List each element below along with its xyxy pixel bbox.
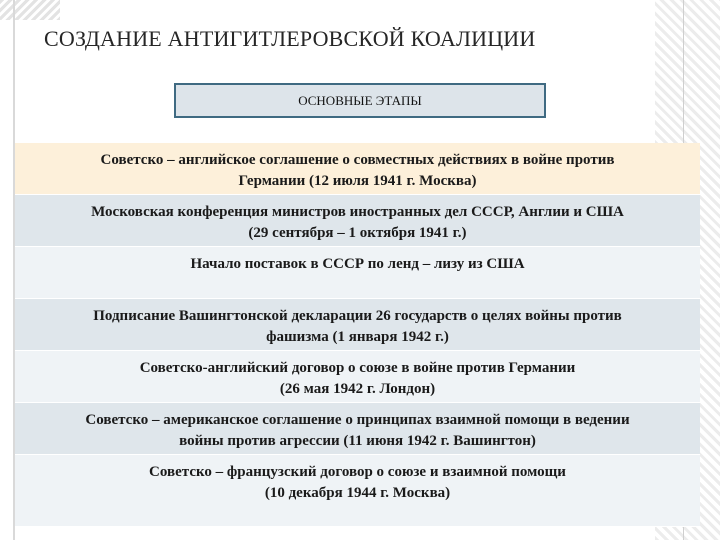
stage-row (15, 403, 700, 455)
stage-text-line1: Московская конференция министров иностранных дел СССР, Англии и США (91, 204, 624, 220)
stage-row (15, 455, 700, 527)
stage-row (15, 143, 700, 195)
stage-text-line1: Подписание Вашингтонской декларации 26 государств о целях войны против (93, 308, 622, 324)
slide-title: СОЗДАНИЕ АНТИГИТЛЕРОВСКОЙ КОАЛИЦИИ (44, 26, 536, 51)
stage-text-line1: Начало поставок в СССР по ленд – лизу из США (190, 256, 525, 272)
stage-text-line1: Советско-английский договор о союзе в войне против Германии (139, 360, 576, 376)
stage-text-line2: фашизма (1 января 1942 г.) (266, 329, 449, 345)
stage-row (15, 299, 700, 351)
stage-text-line1: Советско – американское соглашение о принципах взаимной помощи в ведении (85, 412, 630, 428)
stages-header-box (174, 83, 546, 118)
stage-text-line1: Советско – английское соглашение о совместных действиях в войне против (100, 152, 615, 168)
stage-row (15, 195, 700, 247)
corner-decoration (0, 0, 60, 20)
stage-text-line2: Германии (12 июля 1941 г. Москва) (238, 173, 477, 189)
stage-text-line2: (26 мая 1942 г. Лондон) (279, 381, 436, 397)
stage-text-line1: Советско – французский договор о союзе и взаимной помощи (149, 464, 566, 480)
stage-text-line2: (29 сентября – 1 октября 1941 г.) (248, 225, 467, 241)
stages-header-label: ОСНОВНЫЕ ЭТАПЫ (298, 92, 422, 108)
stage-text-line2: войны против агрессии (11 июня 1942 г. Вашингтон) (179, 433, 536, 449)
stage-text-line2: (10 декабря 1944 г. Москва) (264, 485, 451, 501)
stage-row (15, 351, 700, 403)
stage-row (15, 247, 700, 299)
stages-table (15, 143, 700, 527)
